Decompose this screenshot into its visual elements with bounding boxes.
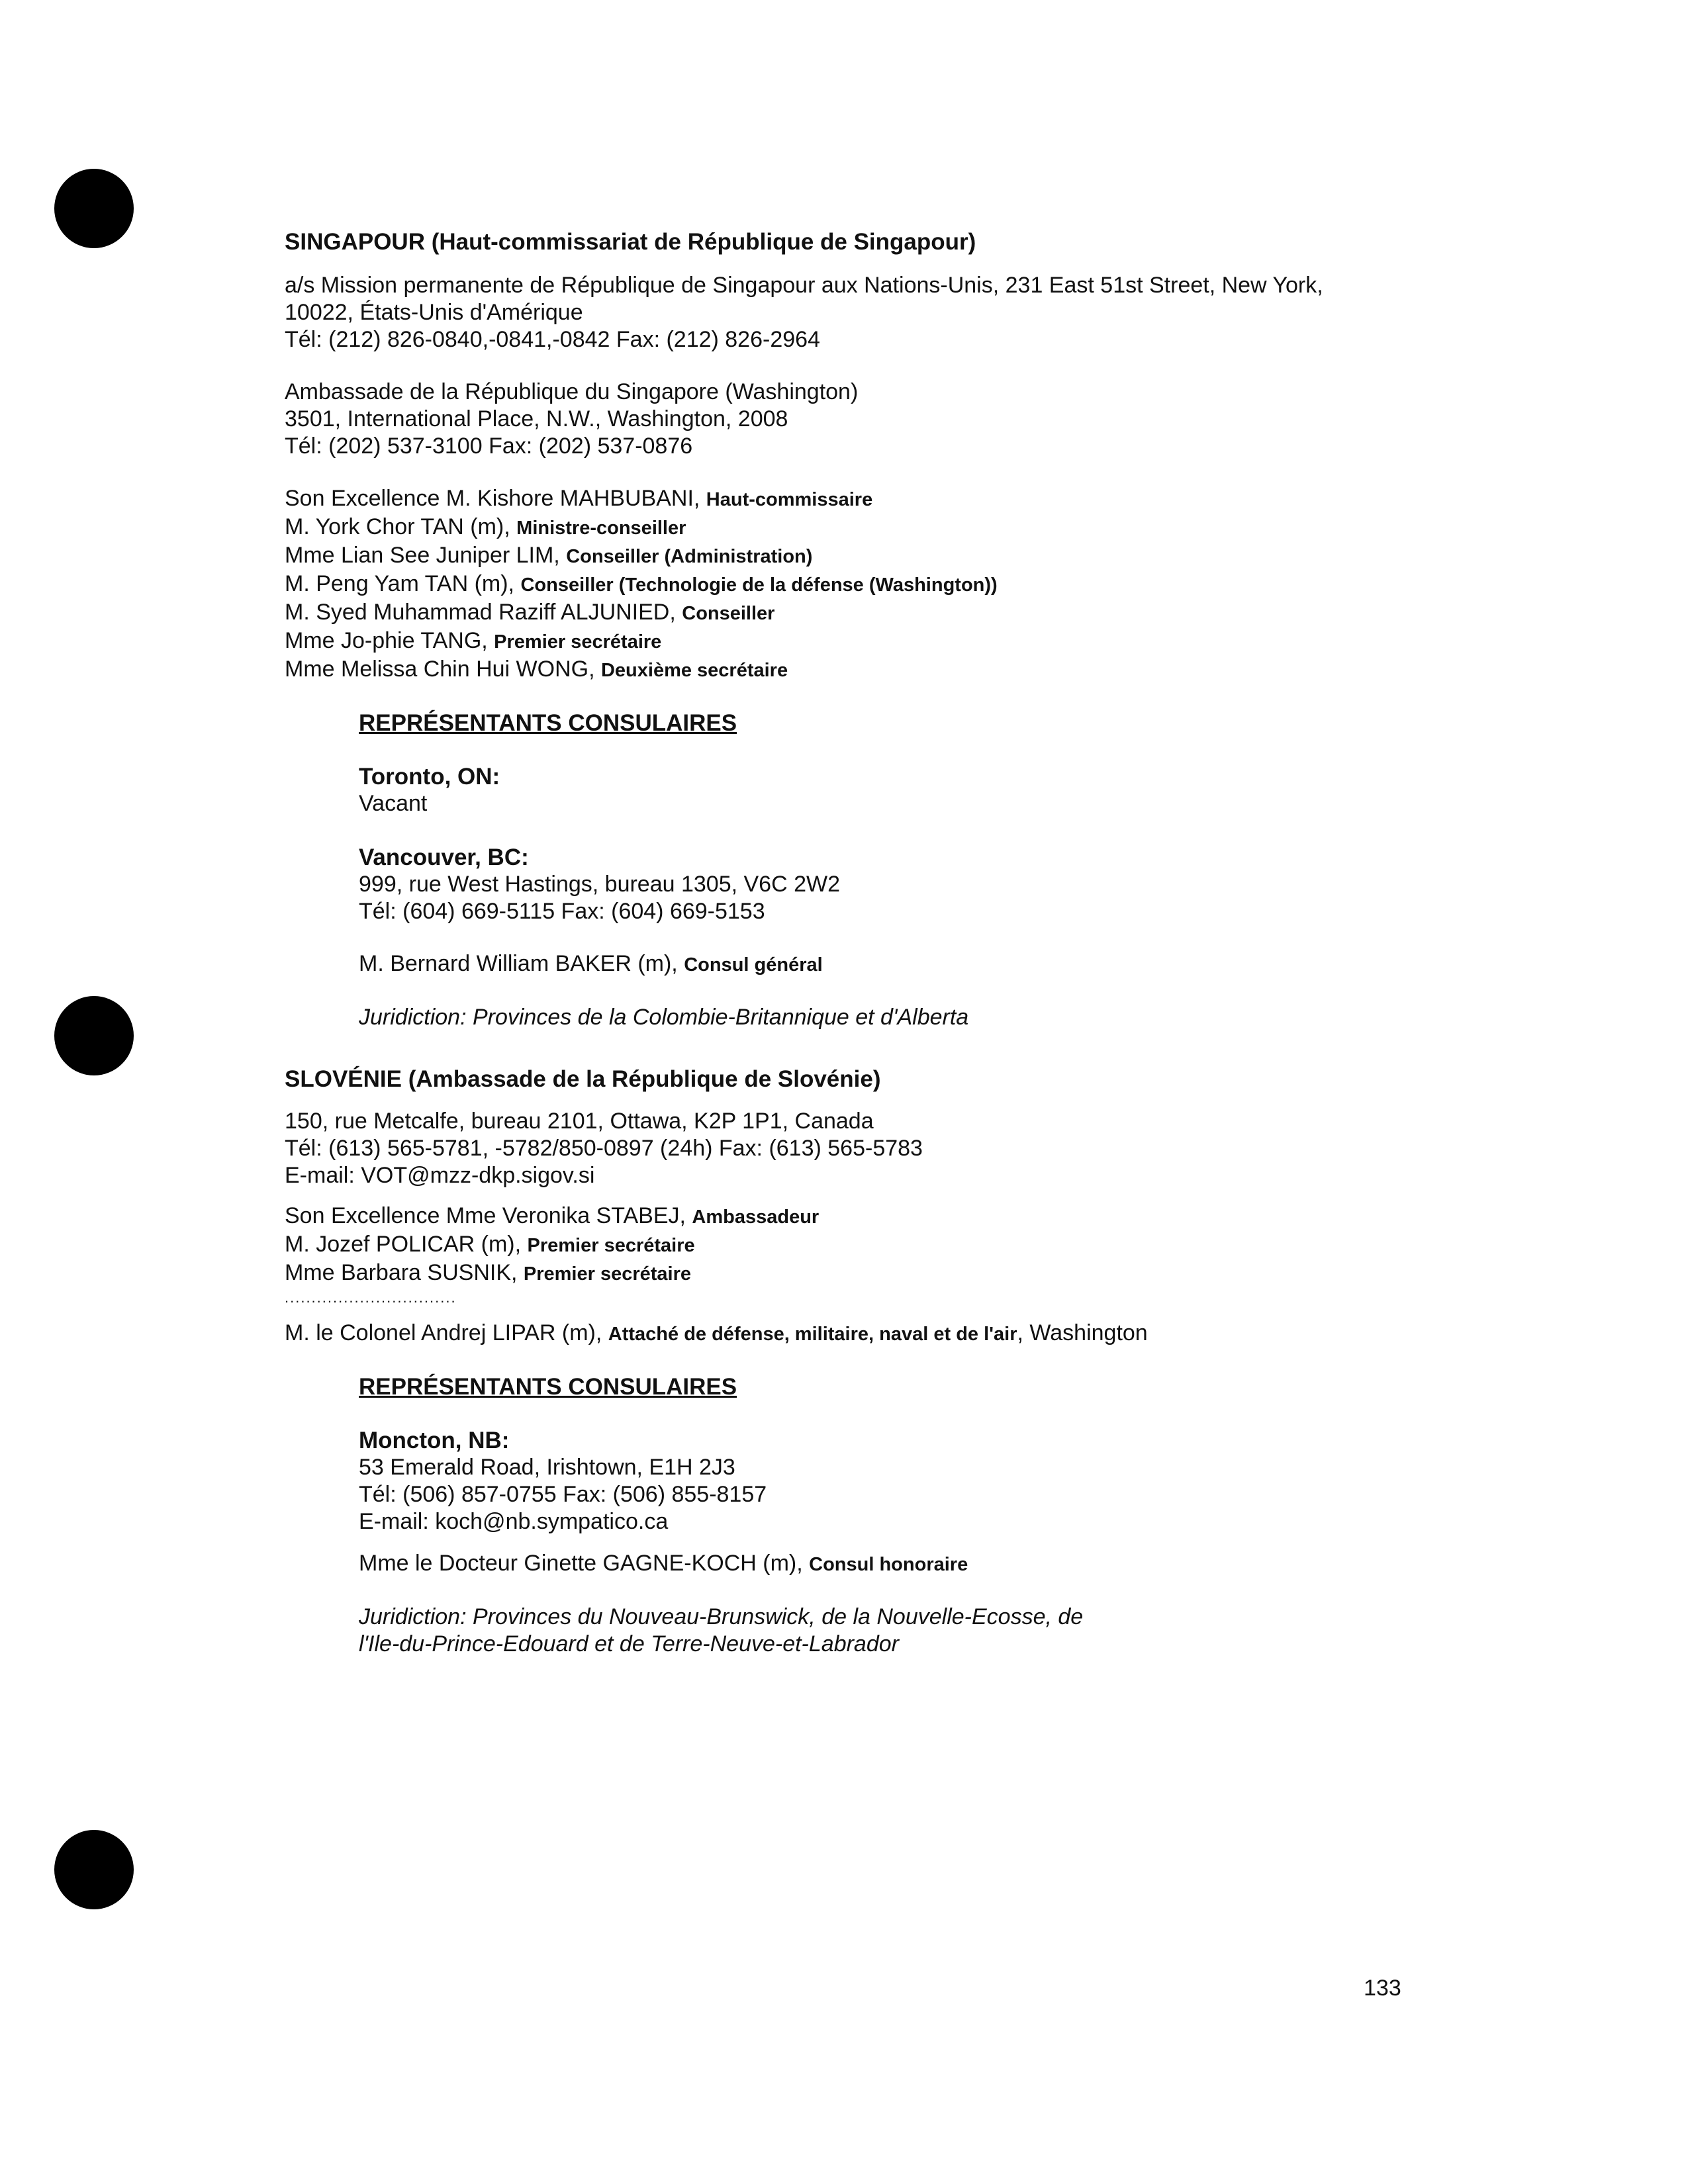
jurisdiction: l'Ile-du-Prince-Edouard et de Terre-Neuve-et-Labrador xyxy=(359,1631,899,1657)
consular-representatives xyxy=(359,1348,1423,1658)
phone-line: Tél: (202) 537-3100 Fax: (202) 537-0876 xyxy=(285,433,693,459)
consulate-city: Vancouver, BC: xyxy=(359,844,529,870)
consul-entry: Mme le Docteur Ginette GAGNE-KOCH (m), Consul honoraire xyxy=(359,1551,968,1576)
separator: ................................ xyxy=(285,1289,457,1306)
binder-hole-bottom xyxy=(54,1830,134,1909)
section-title: SLOVÉNIE (Ambassade de la République de Slovénie) xyxy=(285,1066,881,1092)
section-singapour xyxy=(285,228,1423,1031)
address-line: 53 Emerald Road, Irishtown, E1H 2J3 xyxy=(359,1455,735,1480)
staff-entry: Mme Jo-phie TANG, Premier secrétaire xyxy=(285,628,662,653)
jurisdiction: Juridiction: Provinces du Nouveau-Brunswick, de la Nouvelle-Ecosse, de xyxy=(359,1604,1084,1629)
address-line: Ambassade de la République du Singapore (Washington) xyxy=(285,379,859,404)
staff-title: Premier secrétaire xyxy=(523,1263,692,1285)
consular-heading: REPRÉSENTANTS CONSULAIRES xyxy=(359,1374,737,1400)
staff-entry: Mme Barbara SUSNIK, Premier secrétaire xyxy=(285,1260,692,1285)
address-line: 10022, États-Unis d'Amérique xyxy=(285,300,583,325)
staff-title: Ministre-conseiller xyxy=(516,518,686,539)
staff-title: Conseiller xyxy=(682,603,775,624)
staff-title: Deuxième secrétaire xyxy=(600,660,788,681)
consulate-city: Moncton, NB: xyxy=(359,1428,510,1453)
phone-line: Tél: (212) 826-0840,-0841,-0842 Fax: (212) 826-2964 xyxy=(285,327,820,352)
address-line: 150, rue Metcalfe, bureau 2101, Ottawa, K2P 1P1, Canada xyxy=(285,1109,874,1134)
page-number: 133 xyxy=(1364,1976,1401,2001)
staff-title: Consul général xyxy=(684,954,823,976)
email-line: E-mail: VOT@mzz-dkp.sigov.si xyxy=(285,1163,595,1188)
staff-entry: Son Excellence Mme Veronika STABEJ, Ambassadeur xyxy=(285,1203,820,1228)
staff-entry: M. Syed Muhammad Raziff ALJUNIED, Conseiller xyxy=(285,600,775,625)
jurisdiction: Juridiction: Provinces de la Colombie-Britannique et d'Alberta xyxy=(359,1005,969,1030)
staff-title: Ambassadeur xyxy=(692,1206,820,1228)
binder-hole-middle xyxy=(54,996,134,1075)
consular-representatives xyxy=(359,684,1423,1031)
staff-title: Premier secrétaire xyxy=(527,1235,695,1256)
staff-entry: Son Excellence M. Kishore MAHBUBANI, Haut-commissaire xyxy=(285,486,873,511)
phone-line: Tél: (604) 669-5115 Fax: (604) 669-5153 xyxy=(359,899,765,924)
binder-hole-top xyxy=(54,169,134,248)
staff-entry: M. Peng Yam TAN (m), Conseiller (Technologie de la défense (Washington)) xyxy=(285,571,998,596)
address-line: a/s Mission permanente de République de Singapour aux Nations-Unis, 231 East 51st Street, New York, xyxy=(285,273,1323,298)
phone-line: Tél: (506) 857-0755 Fax: (506) 855-8157 xyxy=(359,1482,767,1507)
phone-line: Tél: (613) 565-5781, -5782/850-0897 (24h) Fax: (613) 565-5783 xyxy=(285,1136,923,1161)
staff-entry: M. York Chor TAN (m), Ministre-conseiller xyxy=(285,514,686,539)
staff-title: Conseiller (Administration) xyxy=(566,546,813,567)
staff-entry: M. Jozef POLICAR (m), Premier secrétaire xyxy=(285,1232,695,1257)
document-body xyxy=(285,228,1423,1658)
attache-entry: M. le Colonel Andrej LIPAR (m), Attaché de défense, militaire, naval et de l'air, Washington xyxy=(285,1320,1148,1345)
consulate-status: Vacant xyxy=(359,791,428,816)
staff-entry: Mme Melissa Chin Hui WONG, Deuxième secrétaire xyxy=(285,657,788,682)
consul-entry: M. Bernard William BAKER (m), Consul général xyxy=(359,951,823,976)
staff-title: Haut-commissaire xyxy=(706,489,873,510)
section-slovenie xyxy=(285,1066,1423,1658)
section-title: SINGAPOUR (Haut-commissariat de République de Singapour) xyxy=(285,229,976,255)
address-line: 999, rue West Hastings, bureau 1305, V6C 2W2 xyxy=(359,872,840,897)
staff-title: Premier secrétaire xyxy=(494,631,662,653)
staff-title: Conseiller (Technologie de la défense (Washington)) xyxy=(520,574,998,596)
staff-title: Attaché de défense, militaire, naval et de l'air xyxy=(608,1324,1017,1345)
email-line: E-mail: koch@nb.sympatico.ca xyxy=(359,1509,669,1534)
consulate-city: Toronto, ON: xyxy=(359,764,500,790)
address-line: 3501, International Place, N.W., Washington, 2008 xyxy=(285,406,788,432)
staff-title: Consul honoraire xyxy=(809,1554,968,1575)
consular-heading: REPRÉSENTANTS CONSULAIRES xyxy=(359,710,737,736)
staff-entry: Mme Lian See Juniper LIM, Conseiller (Administration) xyxy=(285,543,813,568)
